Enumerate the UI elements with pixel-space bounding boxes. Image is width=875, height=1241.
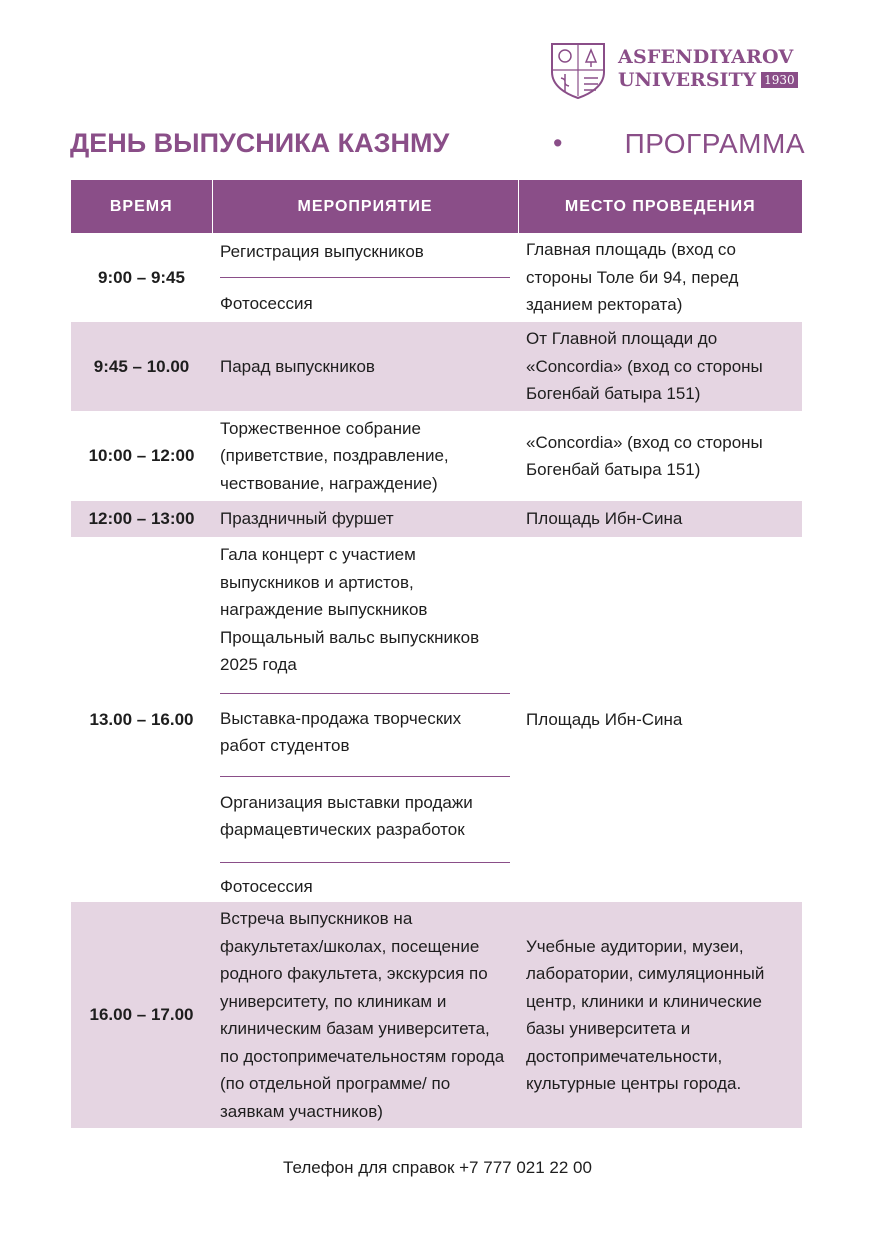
event-item: Фотосессия (220, 277, 510, 320)
logo-line2 (618, 69, 798, 91)
row-place: Главная площадь (вход со стороны Толе би 94, перед зданием ректората) (526, 240, 739, 315)
row-time: 12:00 – 13:00 (71, 501, 212, 537)
row-time: 10:00 – 12:00 (88, 446, 195, 466)
table-row (71, 537, 802, 902)
table-header-row (71, 180, 802, 233)
row-events (212, 233, 518, 322)
row-place: От Главной площади до «Concordia» (вход со стороны Богенбай батыра 151) (518, 322, 802, 411)
table-row (71, 501, 802, 537)
header-event: МЕРОПРИЯТИЕ (212, 180, 518, 233)
title-main: ДЕНЬ ВЫПУСНИКА КАЗНМУ (70, 128, 450, 158)
row-place: Площадь Ибн-Сина (518, 501, 802, 537)
page-title (70, 128, 805, 164)
event-item: Праздничный фуршет (212, 501, 518, 537)
logo-year-badge: 1930 (761, 72, 798, 88)
footer-phone: Телефон для справок +7 777 021 22 00 (283, 1158, 592, 1177)
title-sub: ПРОГРАММА (624, 128, 805, 159)
event-item: Выставка-продажа творческих работ студентов (220, 693, 510, 776)
event-item: Организация выставки продажи фармацевтических разработок (220, 776, 510, 862)
table-row (71, 233, 802, 322)
event-item: Регистрация выпускников (220, 241, 424, 261)
table-row (71, 322, 802, 411)
row-events (212, 537, 518, 902)
university-logo (550, 42, 805, 102)
row-time: 9:45 – 10.00 (71, 322, 212, 411)
row-time: 9:00 – 9:45 (98, 267, 185, 287)
title-separator: • (553, 128, 563, 158)
event-item: Гала концерт с участием выпускников и артистов, награждение выпускников Прощальный вальс выпускников 2025 года (220, 545, 480, 674)
table-row (71, 411, 802, 501)
logo-line1: ASFENDIYAROV (618, 46, 794, 68)
header-time: ВРЕМЯ (71, 180, 212, 233)
row-place: «Concordia» (вход со стороны Богенбай батыра 151) (526, 432, 763, 479)
row-place: Учебные аудитории, музеи, лаборатории, симуляционный центр, клиники и клинические базы университета и достопримечательности, культурные центры города. (518, 902, 802, 1128)
row-place: Площадь Ибн-Сина (526, 709, 683, 729)
university-crest-icon (550, 42, 606, 100)
program-table (71, 180, 802, 1128)
event-item: Торжественное собрание (приветствие, поздравление, чествование, награждение) (220, 418, 449, 493)
event-item: Фотосессия (220, 862, 510, 903)
header-place: МЕСТО ПРОВЕДЕНИЯ (518, 180, 802, 233)
logo-university-text: UNIVERSITY (618, 69, 757, 91)
event-item: Встреча выпускников на факультетах/школах, посещение родного факультета, экскурсия по университету, по клиникам и клиническим базам университета, по достопримечательностям города (по отдельной программе/ по заявкам участников) (212, 902, 518, 1128)
event-item: Парад выпускников (212, 322, 518, 411)
table-row (71, 902, 802, 1128)
row-time: 13.00 – 16.00 (89, 709, 194, 729)
row-time: 16.00 – 17.00 (71, 902, 212, 1128)
